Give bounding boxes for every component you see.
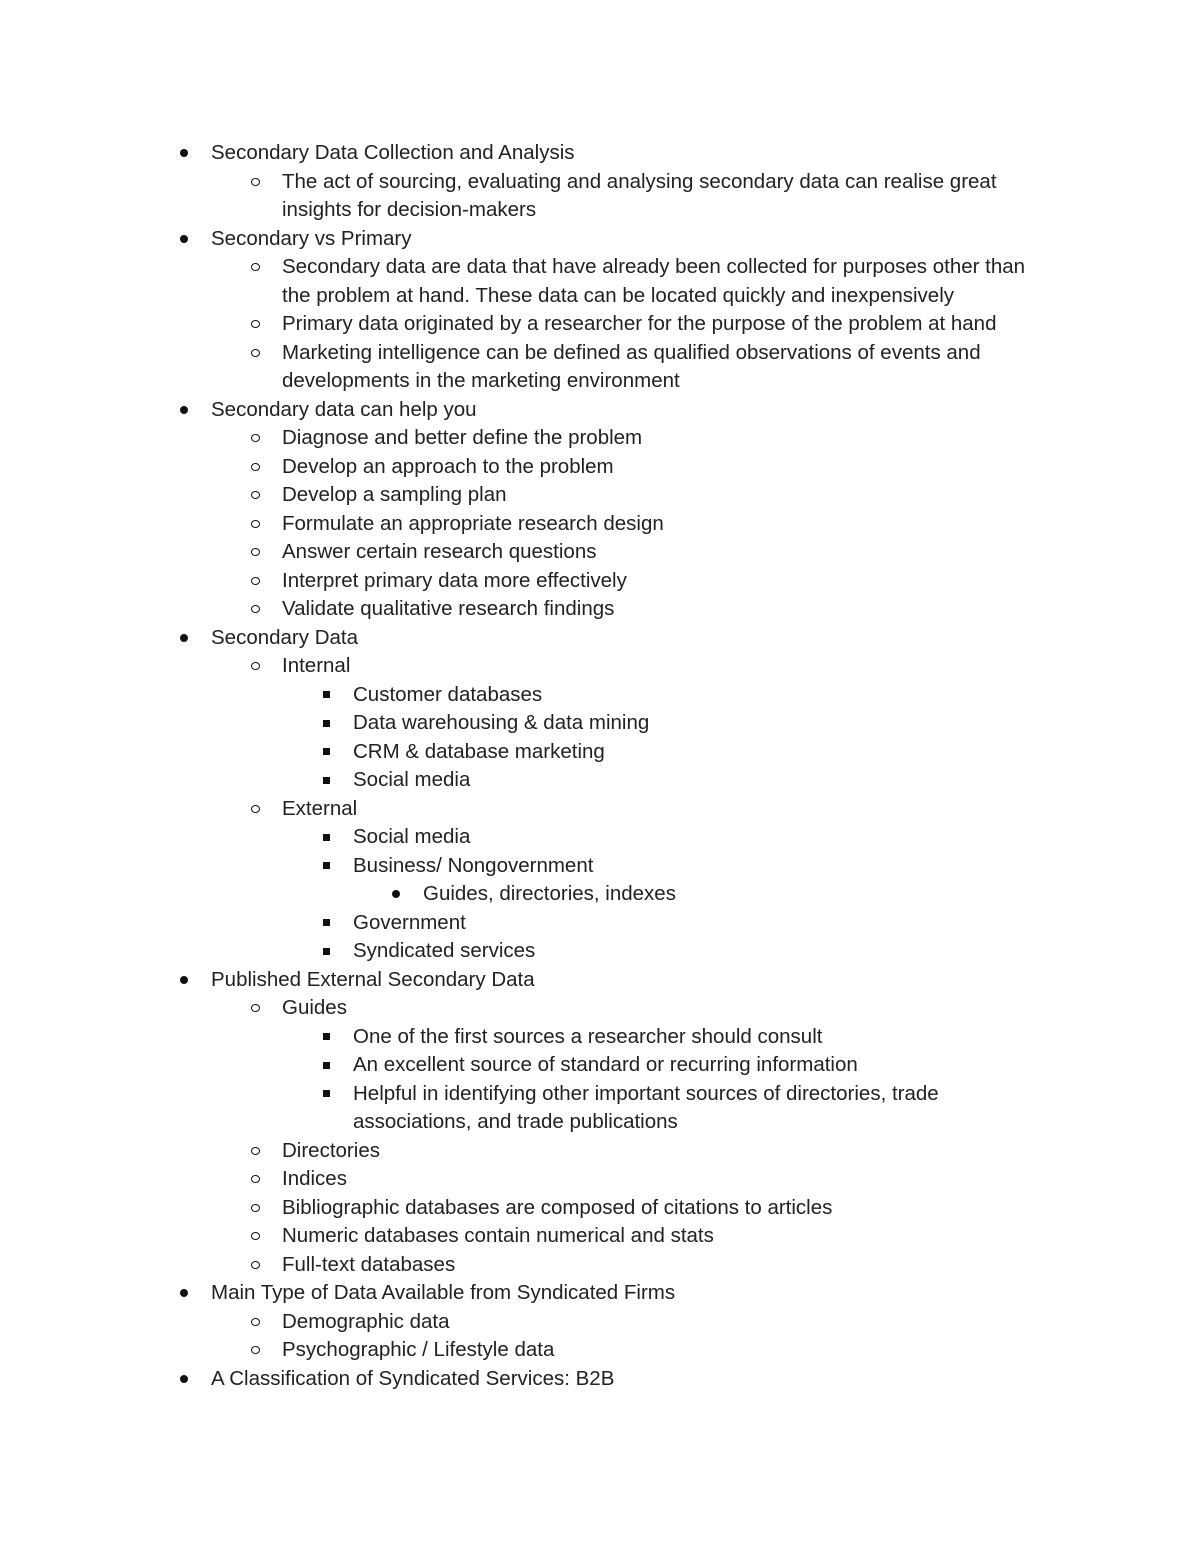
outline-item-text: Demographic data: [282, 1309, 450, 1333]
outline-item-text: Published External Secondary Data: [211, 967, 535, 991]
circle-bullet-icon: [248, 339, 262, 368]
outline-item-text: Secondary data are data that have already been collected for purposes other than the problem at hand. These data can be located quickly and inexpensively: [282, 255, 1026, 307]
circle-bullet-icon: [248, 567, 262, 596]
circle-bullet-icon: [248, 1222, 262, 1251]
outline-item-level-2: [0, 1165, 1042, 1194]
outline-item-level-3: [0, 709, 1053, 738]
outline-item-level-3: [0, 852, 1053, 881]
square-bullet-icon: [319, 738, 333, 767]
outline-item-text: Data warehousing & data mining: [353, 711, 650, 734]
disc-bullet-icon: [177, 624, 191, 653]
outline-item-text: Formulate an appropriate research design: [282, 511, 664, 535]
outline-item-text: Secondary vs Primary: [211, 226, 412, 250]
outline-item-text: An excellent source of standard or recurring information: [353, 1053, 858, 1076]
circle-bullet-icon: [248, 1251, 262, 1280]
outline-item-text: Directories: [282, 1138, 380, 1162]
circle-bullet-icon: [248, 1336, 262, 1365]
outline-item-level-2: [0, 1308, 1042, 1337]
outline-item-text: Develop an approach to the problem: [282, 454, 614, 478]
outline-item-level-1: [0, 1279, 1011, 1308]
document-outline: [0, 139, 1200, 1393]
outline-item-level-2: [0, 339, 1042, 396]
outline-item-text: Validate qualitative research findings: [282, 597, 615, 620]
disc-bullet-icon: [177, 1365, 191, 1394]
outline-item-text: Business/ Nongovernment: [353, 853, 594, 877]
circle-bullet-icon: [248, 510, 262, 539]
outline-item-level-2: [0, 538, 1042, 567]
square-bullet-icon: [319, 937, 333, 966]
outline-item-level-1: [0, 966, 1011, 995]
outline-item-text: Helpful in identifying other important sources of directories, trade associations, and trade publications: [353, 1081, 939, 1133]
outline-item-level-2: [0, 652, 1042, 681]
outline-item-level-2: [0, 168, 1042, 225]
disc-bullet-icon: [177, 1279, 191, 1308]
circle-bullet-icon: [248, 1137, 262, 1166]
circle-bullet-icon: [248, 1308, 262, 1337]
outline-item-level-3: [0, 1051, 1053, 1080]
square-bullet-icon: [319, 823, 333, 852]
outline-item-level-3: [0, 681, 1053, 710]
outline-item-level-1: [0, 624, 1011, 653]
outline-item-level-3: [0, 937, 1053, 966]
outline-item-text: Marketing intelligence can be defined as qualified observations of events and developments in the marketing environment: [282, 340, 981, 392]
outline-item-text: Interpret primary data more effectively: [282, 568, 627, 592]
outline-item-text: CRM & database marketing: [353, 739, 605, 763]
outline-item-text: Syndicated services: [353, 939, 536, 962]
outline-item-text: Guides: [282, 996, 347, 1019]
outline-item-text: Psychographic / Lifestyle data: [282, 1338, 555, 1361]
outline-item-text: Bibliographic databases are composed of citations to articles: [282, 1195, 833, 1219]
square-bullet-icon: [319, 1051, 333, 1080]
disc-bullet-icon: [389, 880, 403, 909]
square-bullet-icon: [319, 909, 333, 938]
circle-bullet-icon: [248, 310, 262, 339]
outline-item-level-2: [0, 595, 1042, 624]
outline-item-text: Secondary Data: [211, 625, 359, 649]
circle-bullet-icon: [248, 253, 262, 282]
outline-item-text: Answer certain research questions: [282, 540, 597, 563]
outline-item-text: Social media: [353, 768, 471, 791]
circle-bullet-icon: [248, 481, 262, 510]
outline-item-text: Diagnose and better define the problem: [282, 426, 643, 449]
outline-item-level-1: [0, 225, 1011, 254]
circle-bullet-icon: [248, 453, 262, 482]
circle-bullet-icon: [248, 595, 262, 624]
outline-item-text: Government: [353, 910, 466, 934]
outline-item-level-1: [0, 1365, 1011, 1394]
disc-bullet-icon: [177, 139, 191, 168]
outline-item-level-2: [0, 994, 1042, 1023]
outline-item-level-3: [0, 1023, 1053, 1052]
circle-bullet-icon: [248, 795, 262, 824]
circle-bullet-icon: [248, 1165, 262, 1194]
outline-item-level-1: [0, 396, 1011, 425]
outline-item-text: One of the first sources a researcher should consult: [353, 1024, 823, 1048]
outline-item-level-1: [0, 139, 1011, 168]
outline-item-level-2: [0, 1222, 1042, 1251]
outline-item-text: Secondary data can help you: [211, 397, 477, 421]
outline-item-level-3: [0, 766, 1053, 795]
outline-item-level-2: [0, 253, 1042, 310]
outline-item-text: Customer databases: [353, 682, 543, 706]
circle-bullet-icon: [248, 424, 262, 453]
outline-item-level-3: [0, 823, 1053, 852]
outline-item-level-2: [0, 310, 1042, 339]
square-bullet-icon: [319, 1080, 333, 1109]
outline-item-level-2: [0, 453, 1042, 482]
disc-bullet-icon: [177, 396, 191, 425]
outline-item-level-2: [0, 1137, 1042, 1166]
outline-item-text: Primary data originated by a researcher for the purpose of the problem at hand: [282, 312, 997, 335]
outline-item-text: Indices: [282, 1167, 347, 1190]
circle-bullet-icon: [248, 652, 262, 681]
outline-item-level-3: [0, 909, 1053, 938]
outline-item-text: Develop a sampling plan: [282, 483, 507, 506]
outline-item-level-2: [0, 510, 1042, 539]
outline-item-text: Full-text databases: [282, 1252, 456, 1276]
outline-item-text: A Classification of Syndicated Services: B2B: [211, 1366, 615, 1390]
square-bullet-icon: [319, 681, 333, 710]
disc-bullet-icon: [177, 225, 191, 254]
square-bullet-icon: [319, 709, 333, 738]
outline-item-level-2: [0, 1251, 1042, 1280]
outline-item-text: The act of sourcing, evaluating and analysing secondary data can realise great insights for decision-makers: [282, 169, 997, 221]
outline-item-level-2: [0, 1336, 1042, 1365]
outline-item-level-4: [0, 880, 1063, 909]
square-bullet-icon: [319, 852, 333, 881]
outline-item-text: Internal: [282, 654, 351, 677]
outline-item-text: Social media: [353, 825, 471, 848]
circle-bullet-icon: [248, 538, 262, 567]
outline-item-text: Main Type of Data Available from Syndicated Firms: [211, 1281, 676, 1304]
outline-item-level-2: [0, 795, 1042, 824]
disc-bullet-icon: [177, 966, 191, 995]
outline-item-level-3: [0, 1080, 1053, 1137]
outline-item-text: Numeric databases contain numerical and stats: [282, 1224, 714, 1247]
circle-bullet-icon: [248, 994, 262, 1023]
outline-item-text: Guides, directories, indexes: [423, 882, 676, 905]
outline-item-text: Secondary Data Collection and Analysis: [211, 141, 575, 164]
outline-item-level-3: [0, 738, 1053, 767]
outline-item-text: External: [282, 796, 358, 820]
outline-item-level-2: [0, 567, 1042, 596]
circle-bullet-icon: [248, 168, 262, 197]
square-bullet-icon: [319, 766, 333, 795]
outline-item-level-2: [0, 424, 1042, 453]
outline-item-level-2: [0, 1194, 1042, 1223]
outline-item-level-2: [0, 481, 1042, 510]
square-bullet-icon: [319, 1023, 333, 1052]
circle-bullet-icon: [248, 1194, 262, 1223]
